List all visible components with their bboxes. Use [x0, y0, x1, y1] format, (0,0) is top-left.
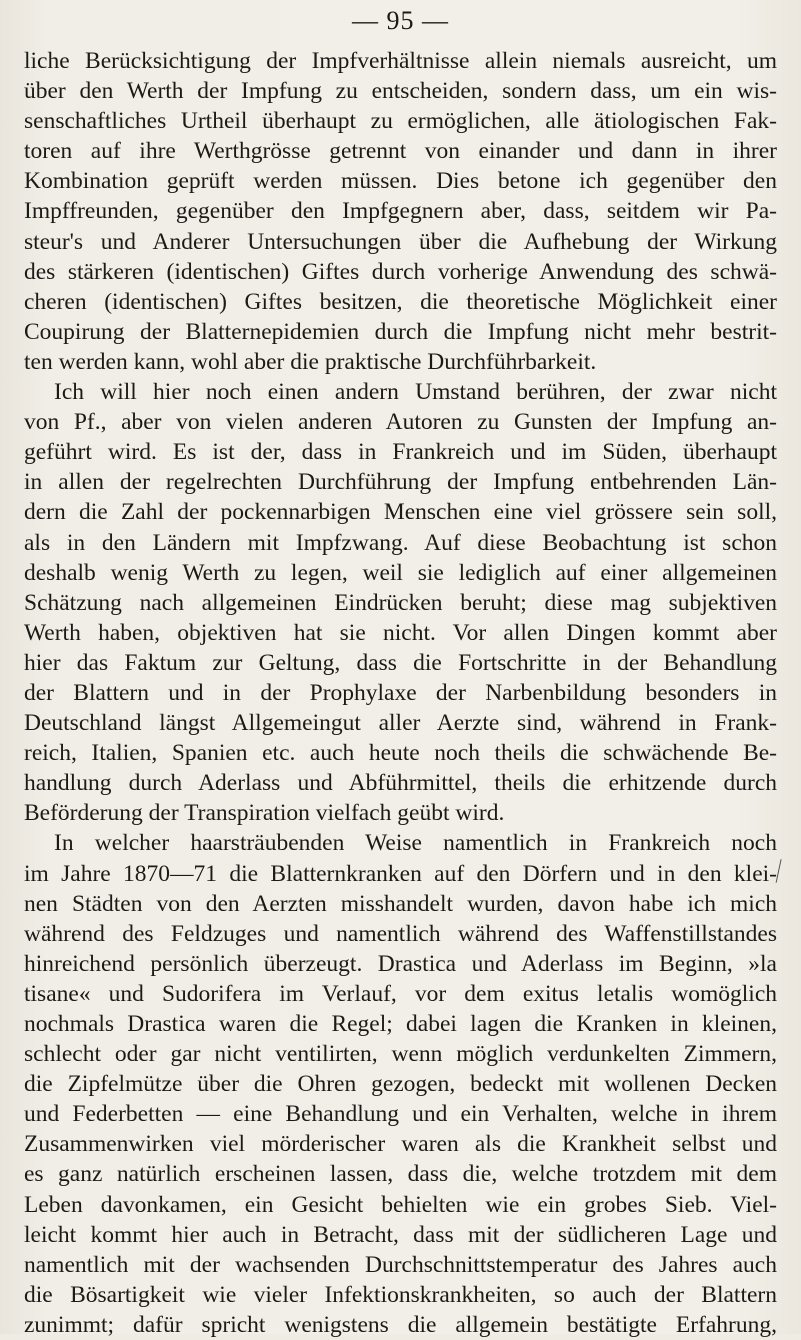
text-line: im Jahre 1870—71 die Blatternkranken auf den Dörfern und in den klei- — [24, 860, 777, 887]
text-line: liche Berücksichtigung der Impfverhältnisse allein niemals ausreicht, um — [24, 48, 777, 74]
text-line: senschaftliches Urtheil überhaupt zu ermöglichen, alle ätiologischen Fak- — [24, 108, 777, 135]
text-line: nen Städten von den Aerzten misshandelt wurden, davon habe ich mich — [24, 890, 777, 917]
page-number: — 95 — — [352, 6, 449, 35]
text-line: als in den Ländern mit Impfzwang. Auf diese Beobachtung ist schon — [24, 529, 777, 556]
text-line: die Bösartigkeit wie vieler Infektionskrankheiten, so auch der Blattern — [24, 1281, 777, 1308]
text-line: hier das Faktum zur Geltung, dass die Fortschritte in der Behandlung — [24, 649, 777, 676]
text-line: Beförderung der Transpiration vielfach geübt wird. — [24, 800, 505, 827]
text-line: die Zipfelmütze über die Ohren gezogen, bedeckt mit wollenen Decken — [24, 1071, 777, 1098]
text-line: tisane« und Sudorifera im Verlauf, vor dem exitus letalis womöglich — [24, 980, 777, 1007]
text-line: geführt wird. Es ist der, dass in Frankreich und im Süden, überhaupt — [24, 439, 777, 466]
text-line: des stärkeren (identischen) Giftes durch vorherige Anwendung des schwä- — [24, 258, 777, 285]
text-line: dern die Zahl der pockennarbigen Menschen eine viel grössere sein soll, — [24, 499, 777, 526]
text-line: cheren (identischen) Giftes besitzen, die theoretische Möglichkeit einer — [24, 288, 777, 315]
text-line: hinreichend persönlich überzeugt. Drastica und Aderlass im Beginn, »la — [24, 950, 777, 977]
text-line: Coupirung der Blatternepidemien durch die Impfung nicht mehr bestrit- — [24, 318, 777, 345]
text-line: handlung durch Aderlass und Abführmittel, theils die erhitzende durch — [24, 770, 777, 797]
text-line: Deutschland längst Allgemeingut aller Aerzte sind, während in Frank- — [24, 710, 777, 737]
text-line: Zusammenwirken viel mörderischer waren als die Krankheit selbst und — [24, 1131, 777, 1158]
text-line: deshalb wenig Werth zu legen, weil sie lediglich auf einer allgemeinen — [24, 559, 777, 586]
text-line: Leben davonkamen, ein Gesicht behielten wie ein grobes Sieb. Viel- — [24, 1191, 777, 1218]
text-line: In welcher haarsträubenden Weise namentlich in Frankreich noch — [54, 830, 777, 857]
text-line: ten werden kann, wohl aber die praktische Durchführbarkeit. — [24, 348, 597, 375]
text-line: Schätzung nach allgemeinen Eindrücken beruht; diese mag subjektiven — [24, 589, 777, 616]
text-line: in allen der regelrechten Durchführung der Impfung entbehrenden Län- — [24, 469, 777, 496]
text-line: von Pf., aber von vielen anderen Autoren zu Gunsten der Impfung an- — [24, 409, 777, 436]
text-line: es ganz natürlich erscheinen lassen, dass die, welche trotzdem mit dem — [24, 1161, 777, 1188]
text-line: nochmals Drastica waren die Regel; dabei lagen die Kranken in kleinen, — [24, 1011, 777, 1037]
text-line: und Federbetten — eine Behandlung und ein Verhalten, welche in ihrem — [24, 1101, 777, 1128]
body-text — [24, 46, 777, 1340]
text-line: Werth haben, objektiven hat sie nicht. Vor allen Dingen kommt aber — [24, 619, 777, 646]
text-line: Ich will hier noch einen andern Umstand berühren, der zwar nicht — [54, 379, 777, 406]
text-line: zunimmt; dafür spricht wenigstens die allgemein bestätigte Erfahrung, — [24, 1311, 777, 1338]
text-line: steur's und Anderer Untersuchungen über die Aufhebung der Wirkung — [24, 228, 777, 255]
text-line: reich, Italien, Spanien etc. auch heute noch theils die schwächende Be- — [24, 740, 777, 767]
text-line: während des Feldzuges und namentlich während des Waffenstillstandes — [24, 920, 777, 947]
text-line: Impffreunden, gegenüber den Impfgegnern aber, dass, seitdem wir Pa- — [24, 198, 777, 225]
text-line: namentlich mit der wachsenden Durchschnittstemperatur des Jahres auch — [24, 1251, 777, 1278]
margin-pencil-mark — [776, 859, 792, 885]
text-line: Kombination geprüft werden müssen. Dies betone ich gegenüber den — [24, 168, 777, 195]
text-line: toren auf ihre Werthgrösse getrennt von einander und dann in ihrer — [24, 138, 777, 165]
text-line: über den Werth der Impfung zu entscheiden, sondern dass, um ein wis- — [24, 78, 777, 105]
text-line: schlecht oder gar nicht ventilirten, wenn möglich verdunkelten Zimmern, — [24, 1041, 777, 1068]
text-line: leicht kommt hier auch in Betracht, dass mit der südlicheren Lage und — [24, 1221, 777, 1248]
text-line: der Blattern und in der Prophylaxe der Narbenbildung besonders in — [24, 679, 777, 706]
